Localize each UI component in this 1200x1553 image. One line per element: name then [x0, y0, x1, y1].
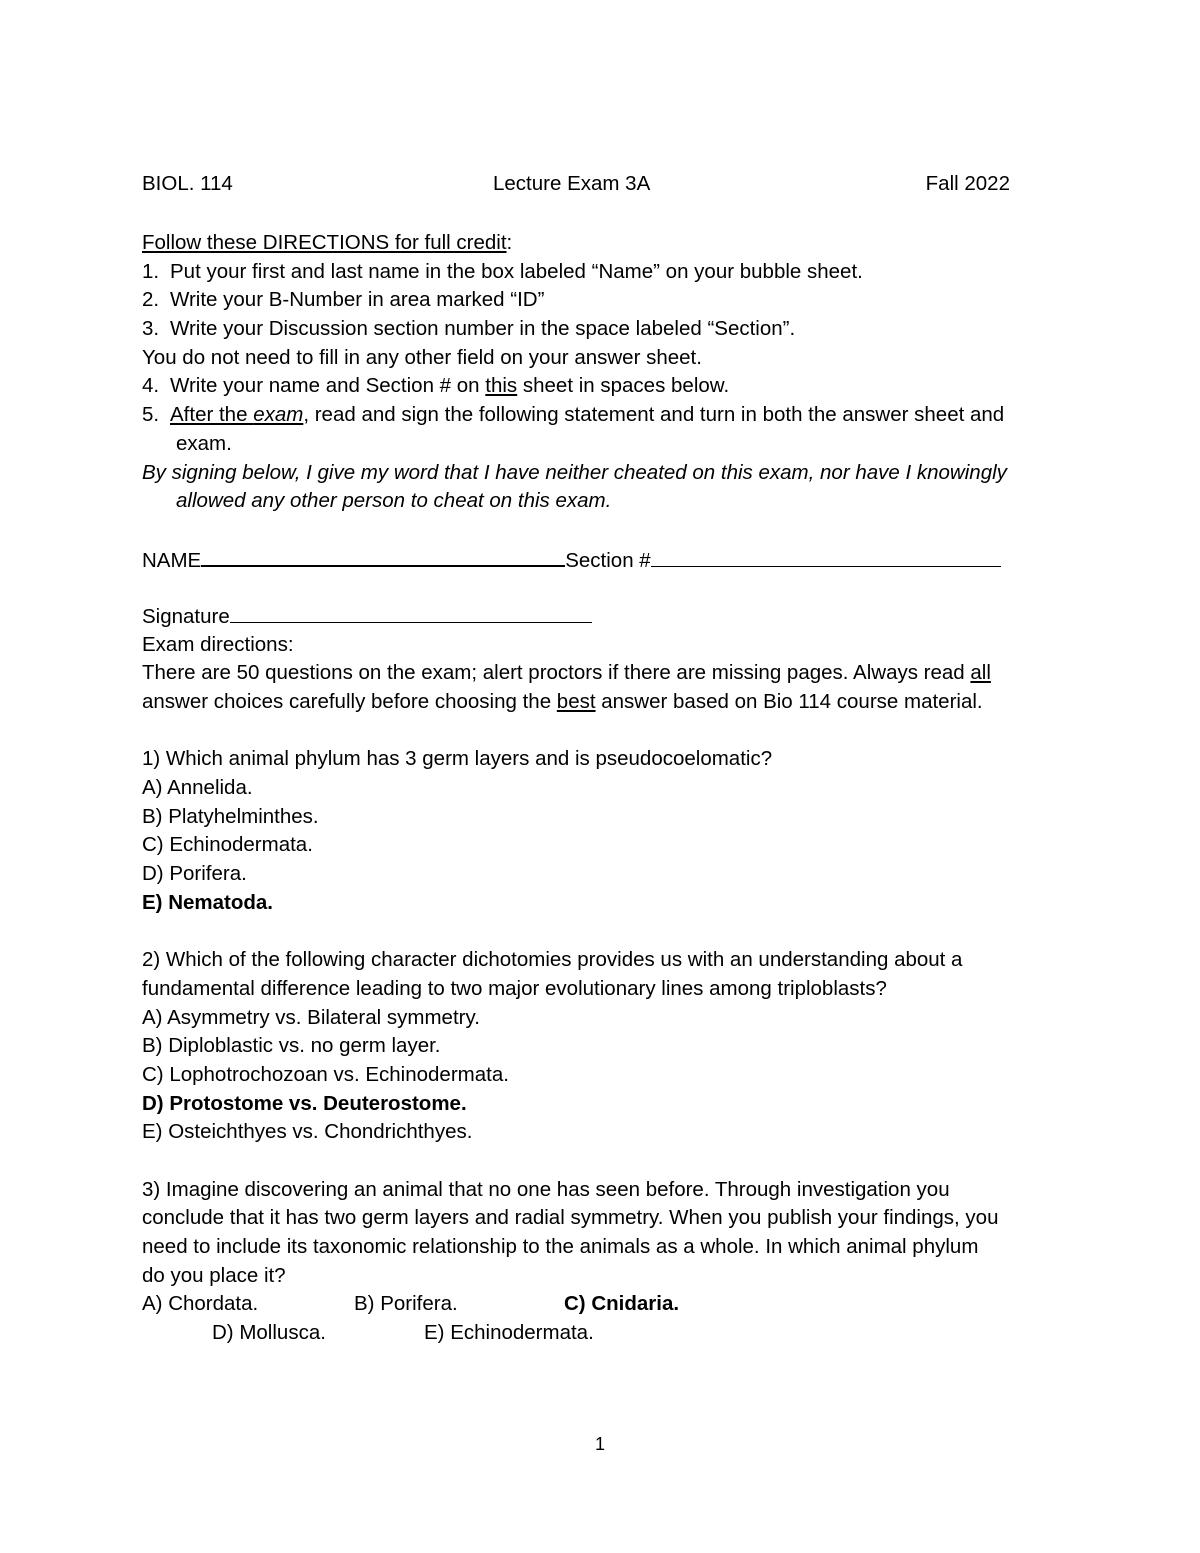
question-2-option-e: E) Osteichthyes vs. Chondrichthyes.: [142, 1120, 473, 1144]
question-1-option-d: D) Porifera.: [142, 862, 247, 886]
exam-title: Lecture Exam 3A: [493, 172, 651, 195]
section-field[interactable]: [651, 546, 1001, 567]
question-3-option-a: A) Chordata.: [142, 1292, 259, 1316]
question-2-option-d: D) Protostome vs. Deuterostome.: [142, 1091, 467, 1115]
signature-field[interactable]: [230, 602, 592, 623]
question-3-options-row-2: [142, 1319, 1072, 1348]
question-2-option-b: B) Diploblastic vs. no germ layer.: [142, 1034, 441, 1058]
name-section-row: [142, 545, 1072, 574]
signature-row: [142, 602, 1072, 631]
signature-label: Signature: [142, 604, 230, 628]
direction-item-5: 5. After the exam, read and sign the following statement and turn in both the answer sheet and: [142, 403, 1005, 427]
exam-content: [142, 229, 1072, 1348]
name-label: NAME: [142, 548, 202, 572]
name-field[interactable]: [201, 545, 565, 567]
exam-header: [142, 172, 1010, 202]
directions-title: Follow these DIRECTIONS for full credit:: [142, 231, 513, 254]
question-3-text-line-2: conclude that it has two germ layers and radial symmetry. When you publish your findings, you: [142, 1206, 999, 1230]
question-2-option-a: A) Asymmetry vs. Bilateral symmetry.: [142, 1005, 480, 1029]
question-3-text-line-3: need to include its taxonomic relationship to the animals as a whole. In which animal phylum: [142, 1235, 979, 1259]
question-3-text-line-1: 3) Imagine discovering an animal that no one has seen before. Through investigation you: [142, 1177, 950, 1201]
exam-directions-title: Exam directions:: [142, 632, 294, 656]
question-1-option-b: B) Platyhelminthes.: [142, 804, 319, 828]
question-3-option-b: B) Porifera.: [354, 1292, 458, 1316]
question-3-text-line-4: do you place it?: [142, 1263, 286, 1287]
direction-item-5-cont: exam.: [176, 431, 232, 455]
page-number: 1: [594, 1434, 605, 1454]
direction-item-3: 3. Write your Discussion section number in the space labeled “Section”.: [142, 317, 796, 341]
honor-pledge-line-1: By signing below, I give my word that I have neither cheated on this exam, nor have I knowingly: [142, 460, 1007, 484]
question-1-text: 1) Which animal phylum has 3 germ layers and is pseudocoelomatic?: [142, 747, 773, 771]
direction-note: You do not need to fill in any other field on your answer sheet.: [142, 345, 702, 369]
question-3-options-row-1: [142, 1290, 1072, 1319]
question-1-option-c: C) Echinodermata.: [142, 833, 313, 857]
question-1-option-a: A) Annelida.: [142, 776, 253, 800]
exam-directions-line-2: answer choices carefully before choosing the best answer based on Bio 114 course material.: [142, 690, 983, 713]
question-3-option-d: D) Mollusca.: [212, 1321, 326, 1345]
section-label: Section #: [565, 548, 651, 572]
direction-item-1: 1. Put your first and last name in the box labeled “Name” on your bubble sheet.: [142, 259, 863, 283]
question-2-text-line-1: 2) Which of the following character dichotomies provides us with an understanding about a: [142, 948, 963, 972]
direction-item-4: 4. Write your name and Section # on this sheet in spaces below.: [142, 374, 730, 398]
question-2-option-c: C) Lophotrochozoan vs. Echinodermata.: [142, 1062, 509, 1086]
course-code: BIOL. 114: [142, 172, 233, 195]
question-2-text-line-2: fundamental difference leading to two major evolutionary lines among triploblasts?: [142, 976, 887, 1000]
question-3-option-e: E) Echinodermata.: [424, 1321, 594, 1345]
honor-pledge-line-2: allowed any other person to cheat on this exam.: [176, 489, 612, 513]
exam-term: Fall 2022: [925, 172, 1010, 195]
question-1-option-e: E) Nematoda.: [142, 890, 273, 914]
direction-item-2: 2. Write your B-Number in area marked “ID”: [142, 288, 545, 312]
question-3-option-c: C) Cnidaria.: [564, 1292, 680, 1316]
exam-directions-line-1: There are 50 questions on the exam; alert proctors if there are missing pages. Always read all: [142, 661, 991, 685]
